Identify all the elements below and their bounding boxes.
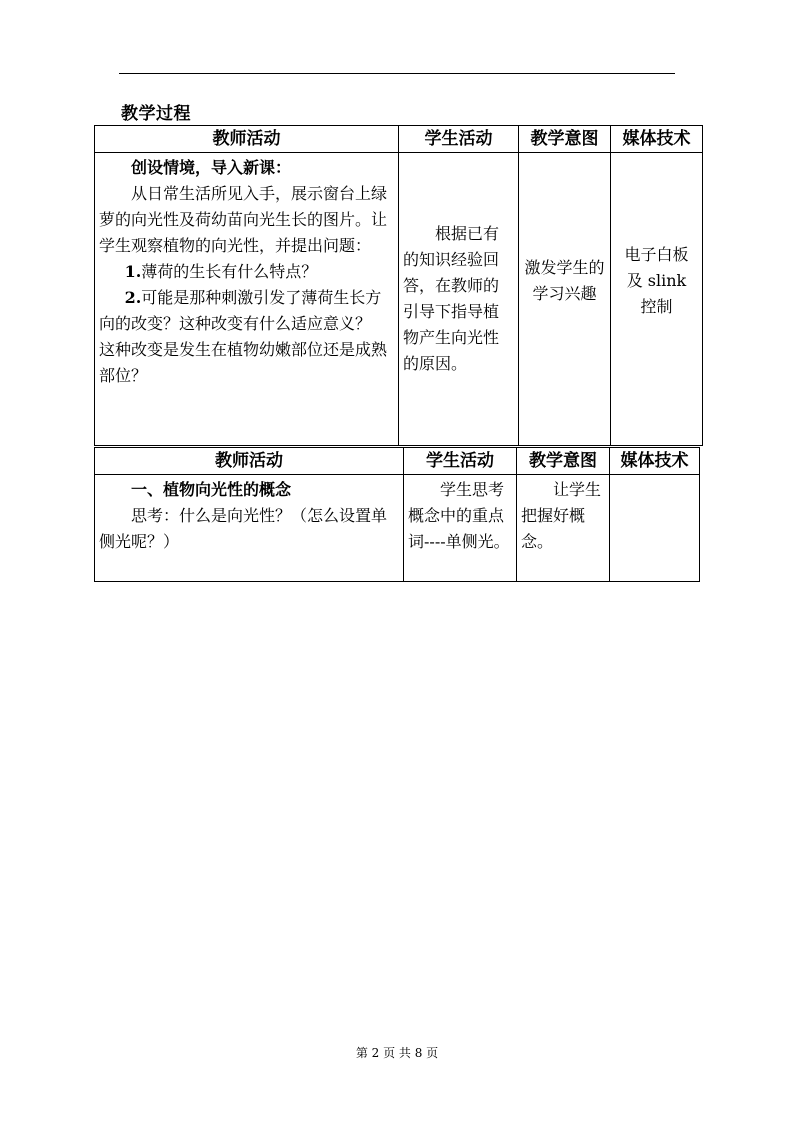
intro-heading: 创设情境，导入新课： [131, 158, 292, 177]
media-technology-text: 电子白板及 slink 控制 [624, 245, 689, 316]
table-row [95, 475, 700, 582]
header-media-technology: 媒体技术 [610, 448, 700, 475]
page-footer: 第 2 页 共 8 页 [355, 1046, 439, 1060]
header-student-activity: 学生活动 [404, 448, 517, 475]
question-1 [99, 259, 394, 285]
media-technology-cell [611, 153, 703, 446]
section-title: 教学过程 [121, 104, 191, 124]
question-2-number: 2. [124, 288, 142, 307]
header-rule [119, 73, 675, 74]
teaching-intent-cell [517, 475, 610, 582]
table-header-row [95, 448, 700, 475]
table-header-row [95, 126, 703, 153]
teaching-intent-cell [519, 153, 611, 446]
question-2-text: 可能是那种刺激引发了薄荷生长方向的改变？这种改变有什么适应意义？ [99, 288, 382, 333]
concept-heading: 一、植物向光性的概念 [131, 480, 292, 499]
question-2 [99, 285, 394, 337]
header-teacher-activity: 教师活动 [95, 126, 399, 153]
concept-question: 思考：什么是向光性？（怎么设置单侧光呢？） [99, 506, 388, 551]
teacher-activity-cell [95, 153, 399, 446]
header-teaching-intent: 教学意图 [519, 126, 611, 153]
question-1-number: 1. [124, 262, 142, 281]
lesson-table-concept [94, 447, 700, 582]
table-row [95, 153, 703, 446]
intro-paragraph: 从日常生活所见入手，展示窗台上绿萝的向光性及荷幼苗向光生长的图片。让学生观察植物的向光性，并提出问题： [99, 184, 388, 255]
teacher-activity-cell [95, 475, 404, 582]
question-1-text: 薄荷的生长有什么特点？ [141, 262, 318, 281]
teaching-intent-text: 让学生把握好概念。 [521, 480, 602, 551]
student-activity-cell [399, 153, 519, 446]
header-teacher-activity: 教师活动 [95, 448, 404, 475]
media-technology-cell [610, 475, 700, 582]
student-activity-text: 根据已有的知识经验回答，在教师的引导下指导植物产生向光性的原因。 [403, 224, 500, 373]
header-student-activity: 学生活动 [399, 126, 519, 153]
header-media-technology: 媒体技术 [611, 126, 703, 153]
header-teaching-intent: 教学意图 [517, 448, 610, 475]
teaching-intent-text: 激发学生的学习兴趣 [524, 258, 605, 303]
student-activity-text: 学生思考概念中的重点词----单侧光。 [408, 480, 510, 551]
student-activity-cell [404, 475, 517, 582]
intro-closing-question: 这种改变是发生在植物幼嫩部位还是成熟部位？ [99, 340, 388, 385]
lesson-table-intro [94, 125, 703, 446]
